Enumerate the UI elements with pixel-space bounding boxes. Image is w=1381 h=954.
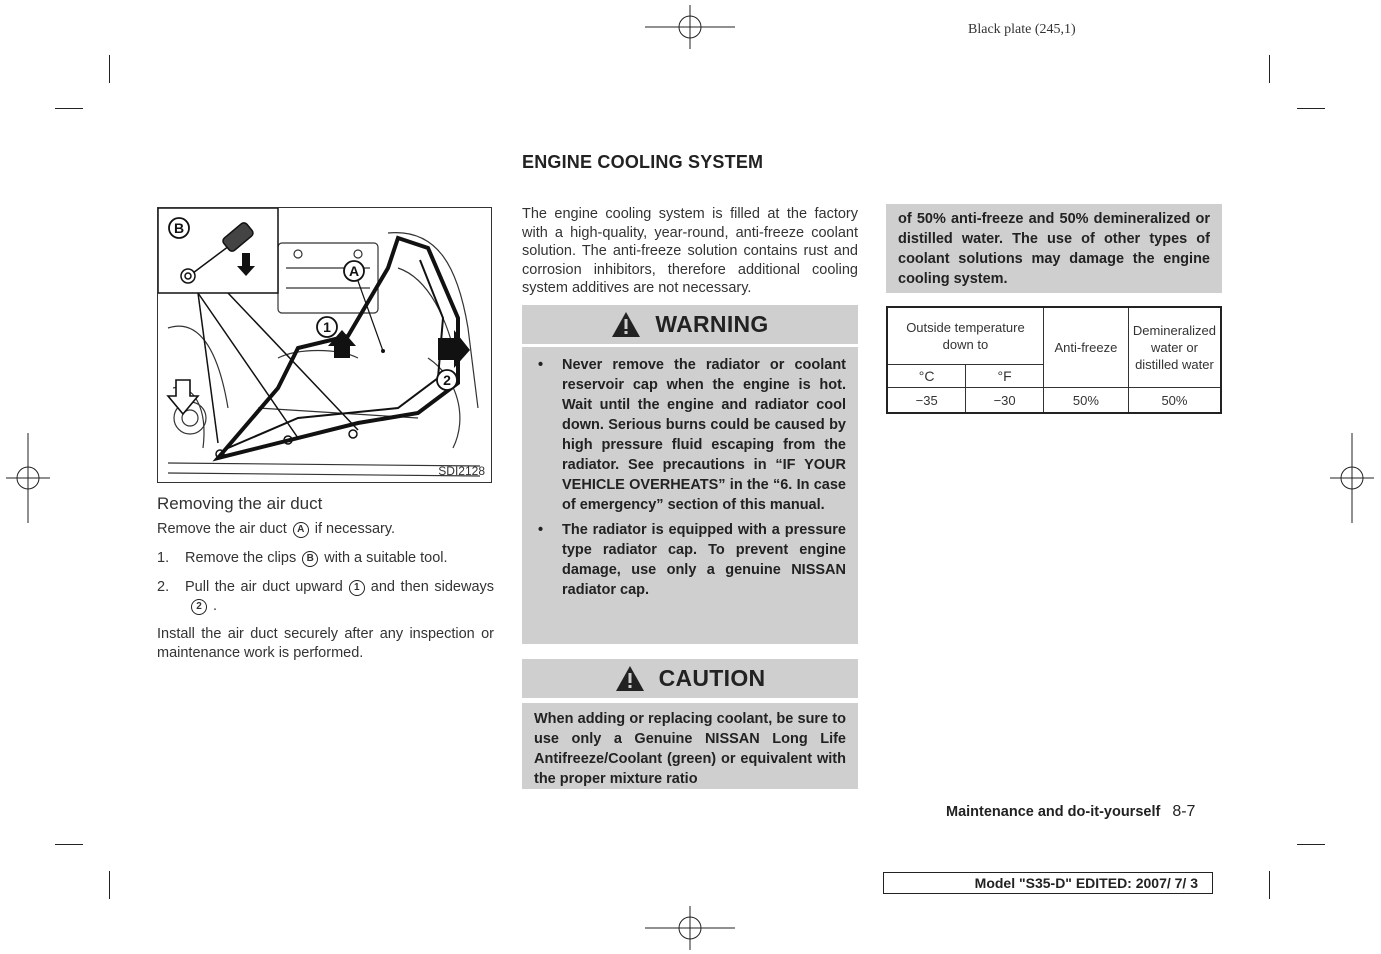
warning-item: • The radiator is equipped with a pressure type radiator cap. To prevent engine damage, use only a genuine NISSAN radiator cap. [538, 522, 846, 598]
step-1: 1. Remove the clips B with a suitable tool. [157, 550, 448, 566]
caution-banner [522, 659, 858, 698]
registration-mark-left [6, 433, 50, 523]
step-2: 2. Pull the air duct upward 1 and then sideways2 . [157, 579, 495, 614]
caution-continued: of 50% anti-freeze and 50% demineralized or distilled water. The use of other types of coolant solutions may damage the engine cooling system. [886, 204, 1222, 293]
air-duct-intro: Remove the air duct A if necessary. [157, 521, 396, 537]
registration-mark-top [645, 5, 735, 49]
section-title: ENGINE COOLING SYSTEM [522, 152, 764, 172]
caution-title: CAUTION [658, 665, 766, 691]
warning-title: WARNING [655, 311, 769, 337]
page-footer [946, 803, 1195, 821]
air-duct-figure [157, 207, 492, 483]
svg-text:A: A [348, 263, 360, 279]
unit-celsius: °C [887, 365, 966, 388]
cell-antifreeze: 50% [1043, 388, 1128, 414]
unit-fahrenheit: °F [966, 365, 1044, 388]
warning-triangle-icon [611, 311, 641, 338]
footer-section: Maintenance and do-it-yourself [946, 804, 1161, 820]
warning-banner [522, 305, 858, 344]
cell-water: 50% [1128, 388, 1221, 414]
label-b-badge [169, 218, 189, 238]
registration-mark-bottom [645, 906, 735, 950]
air-duct-heading: Removing the air duct [157, 494, 323, 513]
badge-a: A [293, 522, 309, 538]
label-1-badge [317, 317, 337, 337]
registration-mark-right [1330, 433, 1374, 523]
figure-code: SDI2128 [438, 464, 485, 478]
warning-item: • Never remove the radiator or coolant reservoir cap when the engine is hot. Wait until the engine and radiator cool down. Serious burns could be caused by high pressure fluid escaping from the radiator. See precautions in “IF YOUR VEHICLE OVERHEATS” in the “6. In case of emergency” section of this manual. [538, 357, 846, 513]
badge-1: 1 [349, 580, 365, 596]
svg-text:2: 2 [443, 372, 451, 388]
label-2-badge [437, 370, 457, 390]
engine-bay-illustration [158, 208, 490, 481]
cell-fahrenheit: −30 [966, 388, 1044, 414]
cell-celsius: −35 [887, 388, 966, 414]
svg-text:B: B [173, 220, 185, 236]
header-antifreeze: Anti-freeze [1043, 307, 1128, 388]
table-row [887, 388, 1221, 414]
svg-text:1: 1 [323, 319, 331, 335]
badge-b: B [302, 551, 318, 567]
install-note: Install the air duct securely after any inspection or maintenance work is performed. [157, 626, 494, 661]
caution-triangle-icon [615, 665, 645, 692]
warning-body [522, 347, 858, 644]
model-edited-box: Model "S35-D" EDITED: 2007/ 7/ 3 [883, 872, 1213, 894]
page-number: 8-7 [1172, 803, 1196, 820]
coolant-mixture-table [886, 306, 1222, 414]
plate-label: Black plate (245,1) [968, 22, 1076, 37]
caution-body: When adding or replacing coolant, be sure to use only a Genuine NISSAN Long Life Antifreeze/Coolant (green) or equivalent with the proper mixture ratio [522, 703, 858, 789]
cooling-intro: The engine cooling system is filled at the factory with a high-quality, year-round, anti-freeze coolant solution. The anti-freeze solution contains rust and corrosion inhibitors, therefore additional cooling system additives are not necessary. [522, 206, 858, 296]
badge-2: 2 [191, 599, 207, 615]
header-temperature: Outside temperature down to [887, 307, 1043, 365]
header-water: Demineralized water or distilled water [1128, 307, 1221, 388]
